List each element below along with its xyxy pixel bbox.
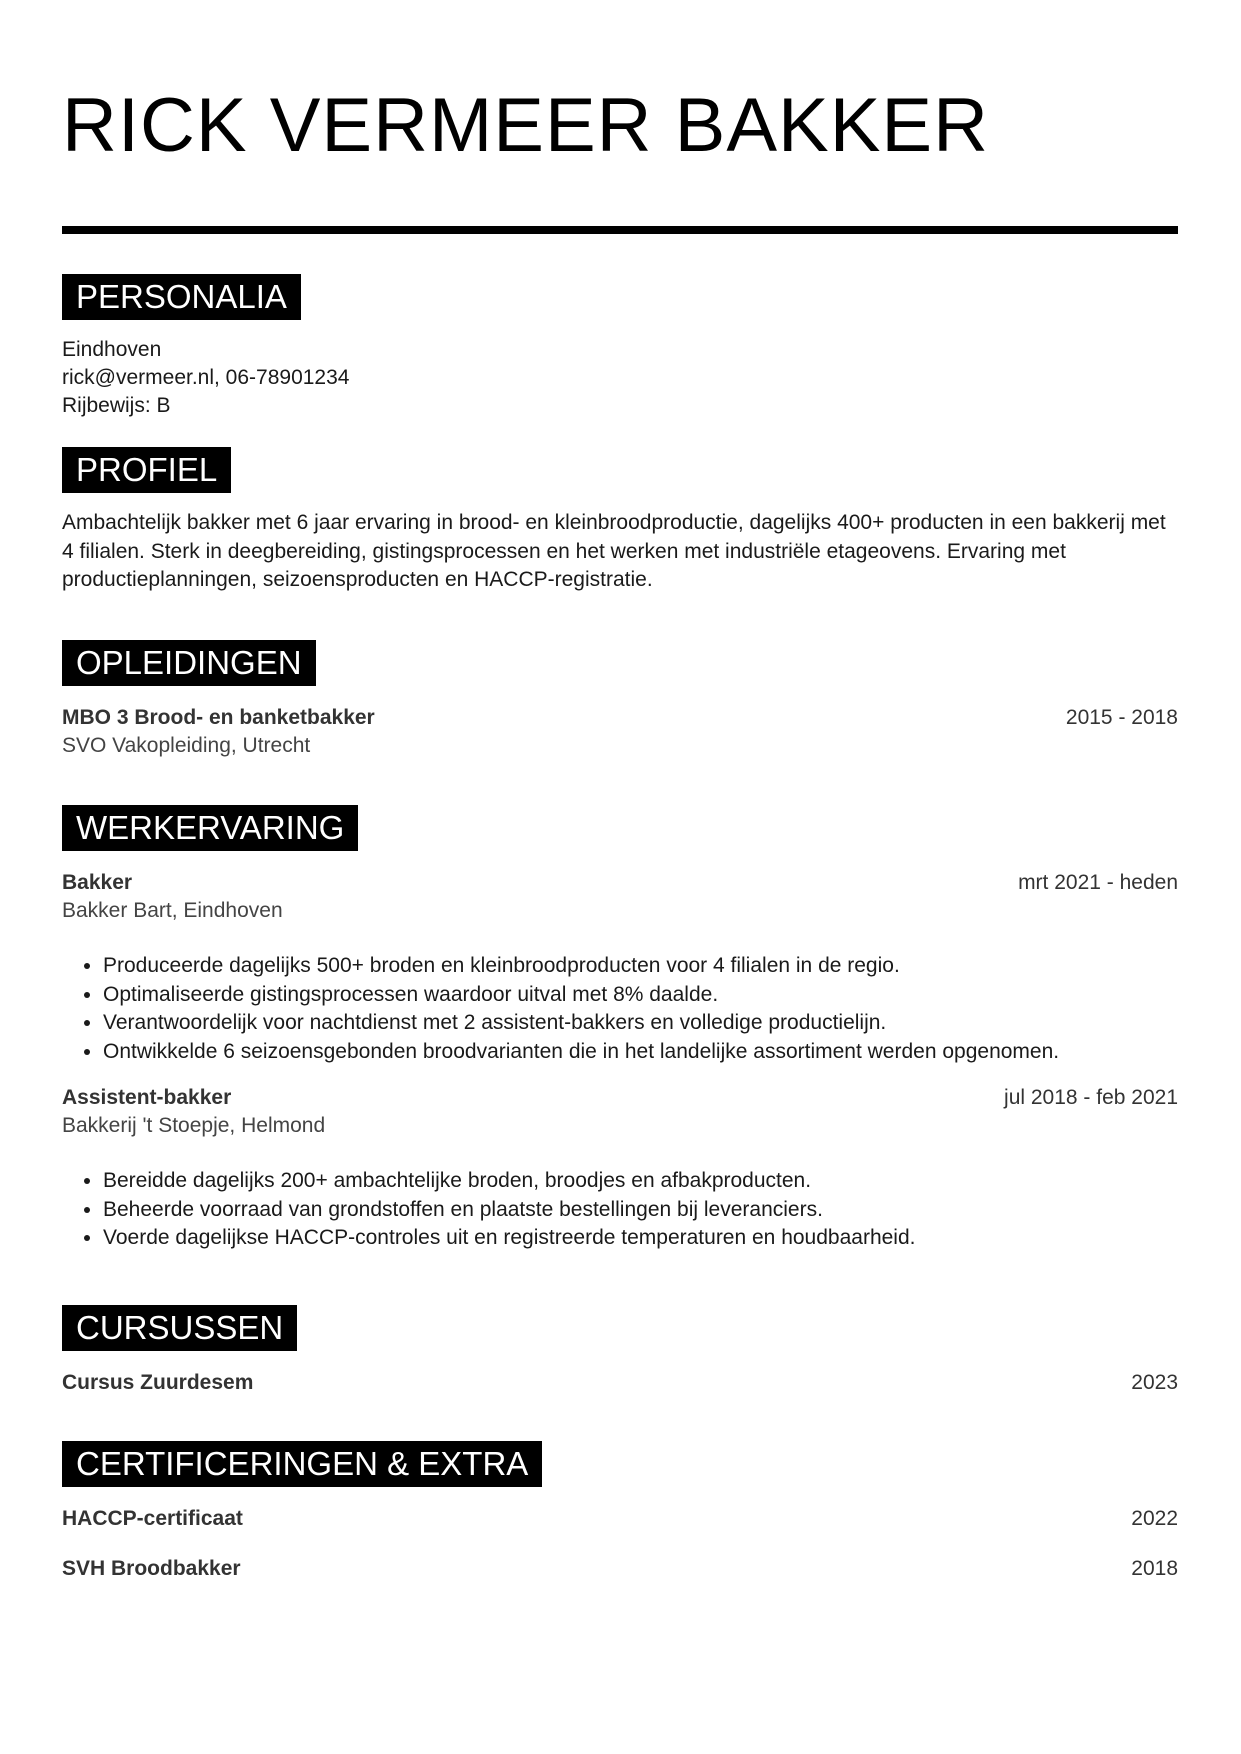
candidate-name: RICK VERMEER BAKKER [62,83,989,168]
section-heading-cursussen: CURSUSSEN [62,1305,297,1351]
header-divider [62,226,1178,234]
job-title: Assistent-bakker [62,1086,232,1109]
certification-date: 2022 [1131,1507,1178,1530]
certification-title: SVH Broodbakker [62,1557,241,1580]
job-bullets [62,1167,1178,1253]
list-item: • Bereidde dagelijks 200+ ambachtelijke broden, broodjes en afbakproducten. [103,1167,1178,1196]
list-item: • Optimaliseerde gistingsprocessen waardoor uitval met 8% daalde. [103,981,1178,1010]
section-opleidingen [62,640,1178,760]
section-cursussen [62,1305,1178,1397]
list-item: • Voerde dagelijkse HACCP-controles uit en registreerde temperaturen en houdbaarheid. [103,1224,1178,1253]
list-item: • Ontwikkelde 6 seizoensgebonden broodvarianten die in het landelijke assortiment werden opgenomen. [103,1038,1178,1067]
section-profiel [62,447,1178,595]
job-bullets [62,952,1178,1066]
job-item [62,1084,1178,1253]
job-employer: Bakkerij 't Stoepje, Helmond [62,1114,326,1137]
certification-item [62,1505,1178,1533]
section-heading-profiel: PROFIEL [62,447,231,493]
section-heading-personalia: PERSONALIA [62,274,301,320]
profile-text: Ambachtelijk bakker met 6 jaar ervaring in brood- en kleinbroodproductie, dagelijks 400+ producten in een bakkerij met 4 filialen. Sterk in deegbereiding, gistingsprocessen en het werken met industriële etageovens. Ervaring met productieplanningen, seizoensproducten en HACCP-registratie. [62,511,1166,591]
section-heading-opleidingen: OPLEIDINGEN [62,640,316,686]
list-item: • Produceerde dagelijks 500+ broden en kleinbroodproducten voor 4 filialen in de regio. [103,952,1178,981]
section-personalia [62,274,1178,420]
section-certificeringen [62,1441,1178,1583]
location: Eindhoven [62,338,162,361]
job-item [62,869,1178,1066]
drivers-license: Rijbewijs: B [62,394,171,417]
certification-date: 2018 [1131,1557,1178,1580]
certification-item [62,1555,1178,1583]
job-title: Bakker [62,871,133,894]
education-date: 2015 - 2018 [1065,706,1178,729]
section-werkervaring [62,805,1178,1253]
education-item [62,704,1178,760]
section-heading-werkervaring: WERKERVARING [62,805,358,851]
job-date: jul 2018 - feb 2021 [1004,1086,1178,1109]
certification-title: HACCP-certificaat [62,1507,243,1530]
course-title: Cursus Zuurdesem [62,1371,254,1394]
list-item: • Verantwoordelijk voor nachtdienst met 2 assistent-bakkers en volledige productielijn. [103,1009,1178,1038]
education-institution: SVO Vakopleiding, Utrecht [62,734,311,757]
personal-details [62,336,1178,420]
course-date: 2023 [1131,1371,1178,1394]
section-heading-certificeringen: CERTIFICERINGEN & EXTRA [62,1441,542,1487]
job-employer: Bakker Bart, Eindhoven [62,899,283,922]
list-item: • Beheerde voorraad van grondstoffen en plaatste bestellingen bij leveranciers. [103,1196,1178,1225]
job-date: mrt 2021 - heden [1018,871,1178,894]
education-title: MBO 3 Brood- en banketbakker [62,706,375,729]
course-item [62,1369,1178,1397]
contact-info: rick@vermeer.nl, 06-78901234 [62,366,350,389]
